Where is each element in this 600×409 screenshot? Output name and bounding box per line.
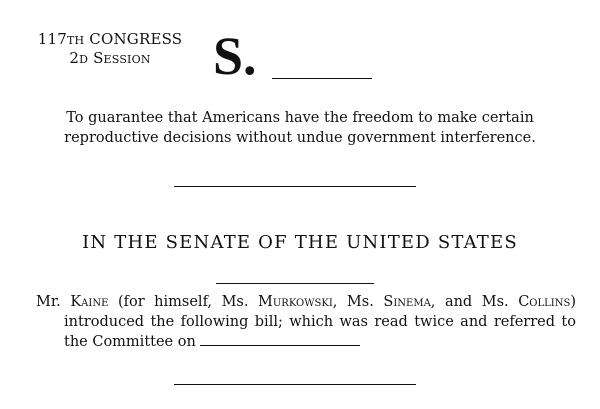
congress-word: CONGRESS: [89, 30, 183, 48]
intro-text-1: (for himself, Ms.: [117, 294, 249, 310]
congress-number: 117: [37, 30, 67, 48]
intro-text-2: , Ms.: [332, 294, 374, 310]
intro-text-4: ) introduced the following bill; which was read twice and referred to the Committee on: [64, 294, 576, 350]
committee-blank: [200, 345, 360, 346]
congress-session-block: [30, 30, 190, 68]
divider-rule-bottom: [174, 384, 416, 385]
session-number: 2d: [69, 49, 89, 67]
intro-text-3: , and Ms.: [430, 294, 509, 310]
bill-number-blank: [272, 78, 372, 79]
sponsor-name: Kaine: [70, 294, 109, 310]
bill-designation: S.: [213, 26, 257, 86]
sponsor-prefix: Mr.: [36, 294, 61, 310]
house-heading: IN THE SENATE OF THE UNITED STATES: [82, 232, 518, 253]
divider-rule-top: [174, 186, 416, 187]
cosponsor-name-3: Collins: [518, 294, 571, 310]
session-word: Session: [93, 49, 151, 67]
bill-title: To guarantee that Americans have the freedom to make certain reproductive decisions without undue government interference.: [64, 110, 536, 146]
cosponsor-name-2: Sinema: [383, 294, 431, 310]
congress-suffix: th: [66, 30, 85, 48]
introduction-paragraph: [36, 292, 576, 352]
congress-line: [30, 30, 190, 49]
session-line: [30, 49, 190, 68]
cosponsor-name-1: Murkowski: [258, 294, 333, 310]
divider-rule-middle: [216, 283, 374, 284]
